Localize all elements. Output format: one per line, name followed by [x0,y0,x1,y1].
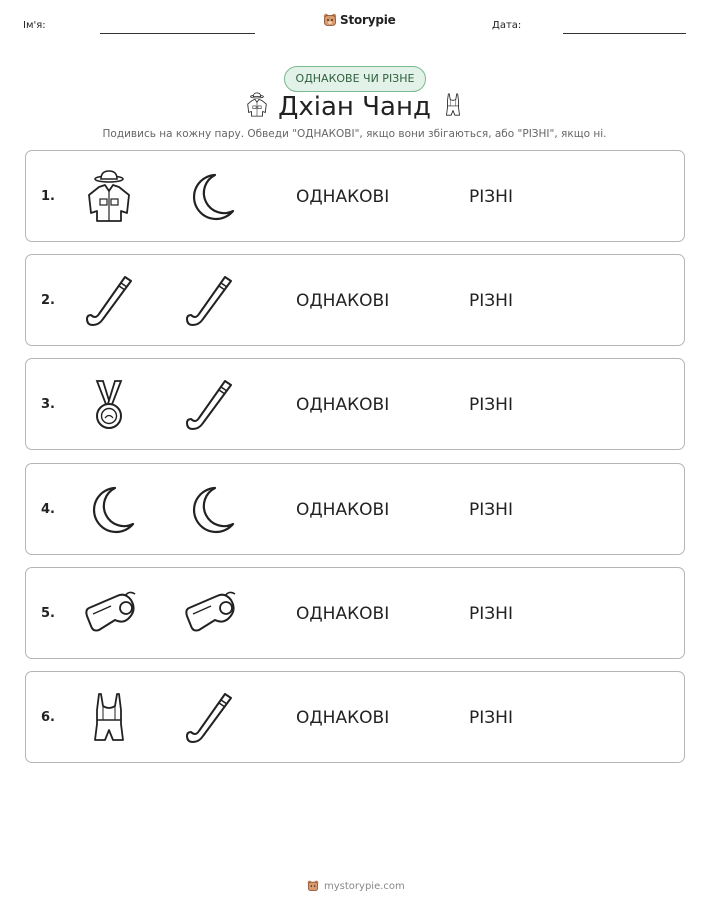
footer-site: mystorypie.com [324,880,405,892]
brand-logo [323,13,396,27]
worksheet-title: Дхіан Чанд [278,92,431,122]
date-label: Дата: [492,20,522,31]
hockey-stick-icon [81,273,137,329]
whistle-icon [81,586,137,642]
brand-name: Storypie [340,13,396,27]
singlet-icon [440,90,466,124]
crescent-moon-icon [181,169,237,225]
name-line[interactable] [100,33,255,34]
exercise-row [25,671,685,763]
date-line[interactable] [563,33,686,34]
hockey-stick-icon [181,273,237,329]
instructions: Подивись на кожну пару. Обведи "ОДНАКОВІ", якщо вони збігаються, або "РІЗНІ", якщо ні. [102,128,607,140]
same-option[interactable]: ОДНАКОВІ [296,395,390,416]
same-option[interactable]: ОДНАКОВІ [296,708,390,728]
row-number: 6. [41,710,55,725]
different-option[interactable]: РІЗНІ [469,708,513,728]
whistle-icon [181,586,237,642]
hockey-stick-icon [181,377,237,433]
singlet-icon [81,690,137,746]
row-number: 3. [41,397,55,413]
different-option[interactable]: РІЗНІ [469,187,513,207]
safari-jacket-icon [81,169,137,225]
exercise-row [25,150,685,242]
same-option[interactable]: ОДНАКОВІ [296,499,390,520]
different-option[interactable]: РІЗНІ [469,291,513,312]
storypie-bear-icon [323,13,337,27]
footer [307,880,405,892]
different-option[interactable]: РІЗНІ [469,603,513,624]
name-label: Ім'я: [23,20,46,31]
storypie-bear-icon [307,880,319,892]
same-option[interactable]: ОДНАКОВІ [296,187,390,207]
row-number: 2. [41,293,55,309]
same-option[interactable]: ОДНАКОВІ [296,291,390,312]
row-number: 1. [41,189,55,204]
hockey-stick-icon [181,690,237,746]
crescent-moon-icon [181,482,237,538]
same-option[interactable]: ОДНАКОВІ [296,603,390,624]
exercise-row [25,254,685,346]
exercise-row [25,358,685,450]
medal-icon [81,377,137,433]
different-option[interactable]: РІЗНІ [469,395,513,416]
different-option[interactable]: РІЗНІ [469,499,513,520]
worksheet-type-badge: ОДНАКОВЕ ЧИ РІЗНЕ [284,66,426,92]
row-number: 5. [41,605,55,621]
row-number: 4. [41,501,55,517]
crescent-moon-icon [81,482,137,538]
exercise-row [25,567,685,659]
exercise-row [25,463,685,555]
